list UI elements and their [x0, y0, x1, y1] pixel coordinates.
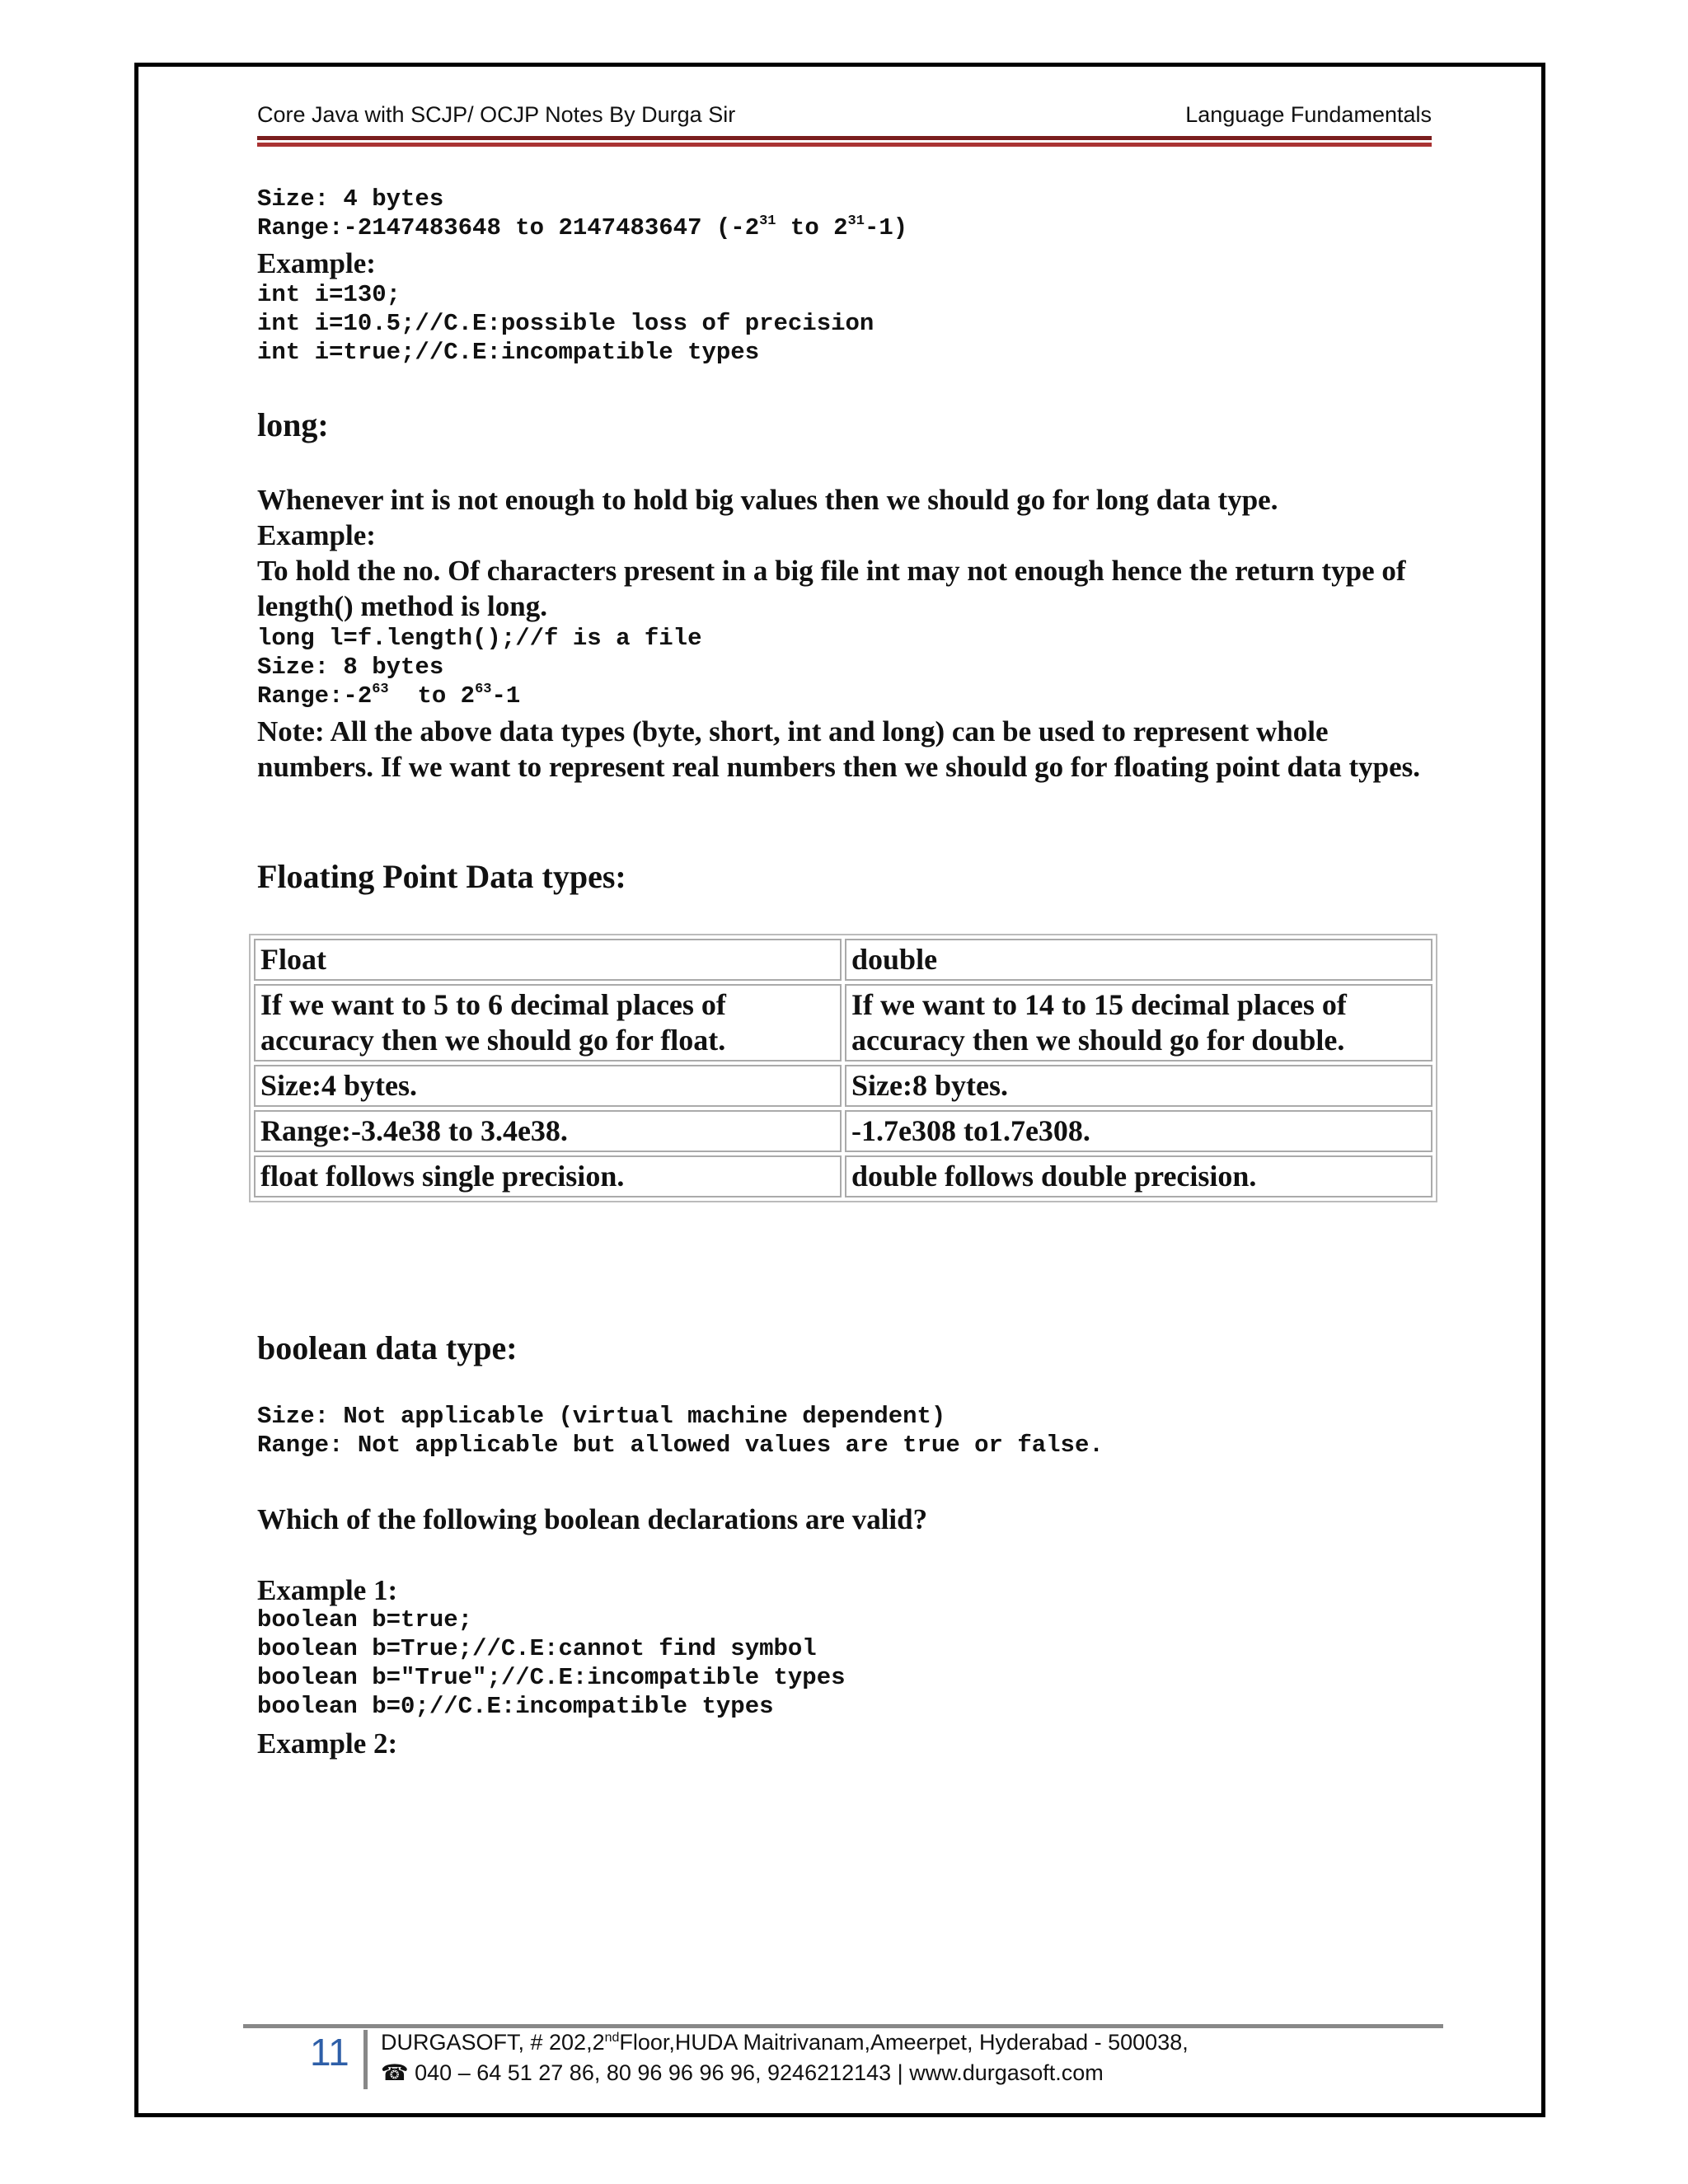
int-example-label: Example:	[257, 247, 376, 279]
boolean-range: Range: Not applicable but allowed values are true or false.	[257, 1432, 1104, 1459]
long-size: Size: 8 bytes	[257, 654, 444, 681]
long-note: Note: All the above data types (byte, short, int and long) can be used to represent whole numbers. If we want to represent real numbers then we should go for floating point data types.	[257, 715, 1421, 783]
long-range: $Range:-2^{63}$ to $2^{63}-1$	[257, 682, 521, 710]
boolean-code-2: boolean b=True;//C.E:cannot find symbol	[257, 1635, 817, 1662]
table-cell: If we want to 14 to 15 decimal places of accuracy then we should go for double.	[845, 984, 1432, 1062]
boolean-size: Size: Not applicable (virtual machine dependent)	[257, 1403, 946, 1430]
table-cell: float follows single precision.	[254, 1155, 842, 1197]
boolean-code-3: boolean b="True";//C.E:incompatible types	[257, 1664, 846, 1691]
table-cell: Float	[254, 939, 842, 981]
boolean-example-1-label: Example 1:	[257, 1574, 398, 1606]
long-para-1: Whenever int is not enough to hold big values then we should go for long data type.	[257, 484, 1278, 516]
header-section: Language Fundamentals	[1185, 102, 1432, 127]
long-para-2: To hold the no. Of characters present in a big file int may not enough hence the return type of length() method is long.	[257, 555, 1406, 622]
table-cell: double	[845, 939, 1432, 981]
boolean-heading: boolean data type:	[257, 1329, 518, 1366]
int-code-3: int i=true;//C.E:incompatible types	[257, 339, 760, 366]
telephone-icon: ☎	[381, 2060, 409, 2085]
boolean-code-4: boolean b=0;//C.E:incompatible types	[257, 1693, 774, 1720]
header-title: Core Java with SCJP/ OCJP Notes By Durga Sir	[257, 102, 736, 127]
table-cell: -1.7e308 to1.7e308.	[845, 1110, 1432, 1152]
long-heading: long:	[257, 406, 329, 443]
table-row	[254, 939, 1432, 981]
boolean-question: Which of the following boolean declarations are valid?	[257, 1503, 928, 1535]
int-size: Size: 4 bytes	[257, 185, 444, 213]
table-cell: Size:8 bytes.	[845, 1065, 1432, 1107]
header-rule	[257, 136, 1432, 140]
table-cell: If we want to 5 to 6 decimal places of accuracy then we should go for float.	[254, 984, 842, 1062]
table-row	[254, 1110, 1432, 1152]
boolean-code-1: boolean b=true;	[257, 1606, 473, 1633]
table-row	[254, 984, 1432, 1062]
boolean-example-2-label: Example 2:	[257, 1727, 398, 1760]
footer-address: DURGASOFT, # 202,2ndFloor,HUDA Maitrivanam,Ameerpet, Hyderabad - 500038,	[381, 2030, 1189, 2055]
int-code-1: int i=130;	[257, 281, 401, 308]
table-cell: Range:-3.4e38 to 3.4e38.	[254, 1110, 842, 1152]
footer-contact: ☎ 040 – 64 51 27 86, 80 96 96 96 96, 9246212143 | www.durgasoft.com	[381, 2060, 1104, 2085]
long-code-1: long l=f.length();//f is a file	[257, 625, 702, 652]
long-example-label: Example:	[257, 519, 376, 551]
table-row	[254, 1155, 1432, 1197]
table-cell: double follows double precision.	[845, 1155, 1432, 1197]
int-range: Range:-2147483648 to 2147483647 ($-2^{31}$ to $2^{31}-1$)	[257, 213, 908, 241]
int-code-2: int i=10.5;//C.E:possible loss of precision	[257, 310, 874, 337]
page-number: 11	[310, 2031, 349, 2074]
floating-point-table	[249, 934, 1437, 1202]
floating-heading: Floating Point Data types:	[257, 858, 626, 895]
footer-divider	[363, 2030, 368, 2089]
page-header	[257, 102, 1432, 130]
table-cell: Size:4 bytes.	[254, 1065, 842, 1107]
header-rule-2	[257, 143, 1432, 147]
footer-rule	[243, 2024, 1443, 2028]
table-row	[254, 1065, 1432, 1107]
